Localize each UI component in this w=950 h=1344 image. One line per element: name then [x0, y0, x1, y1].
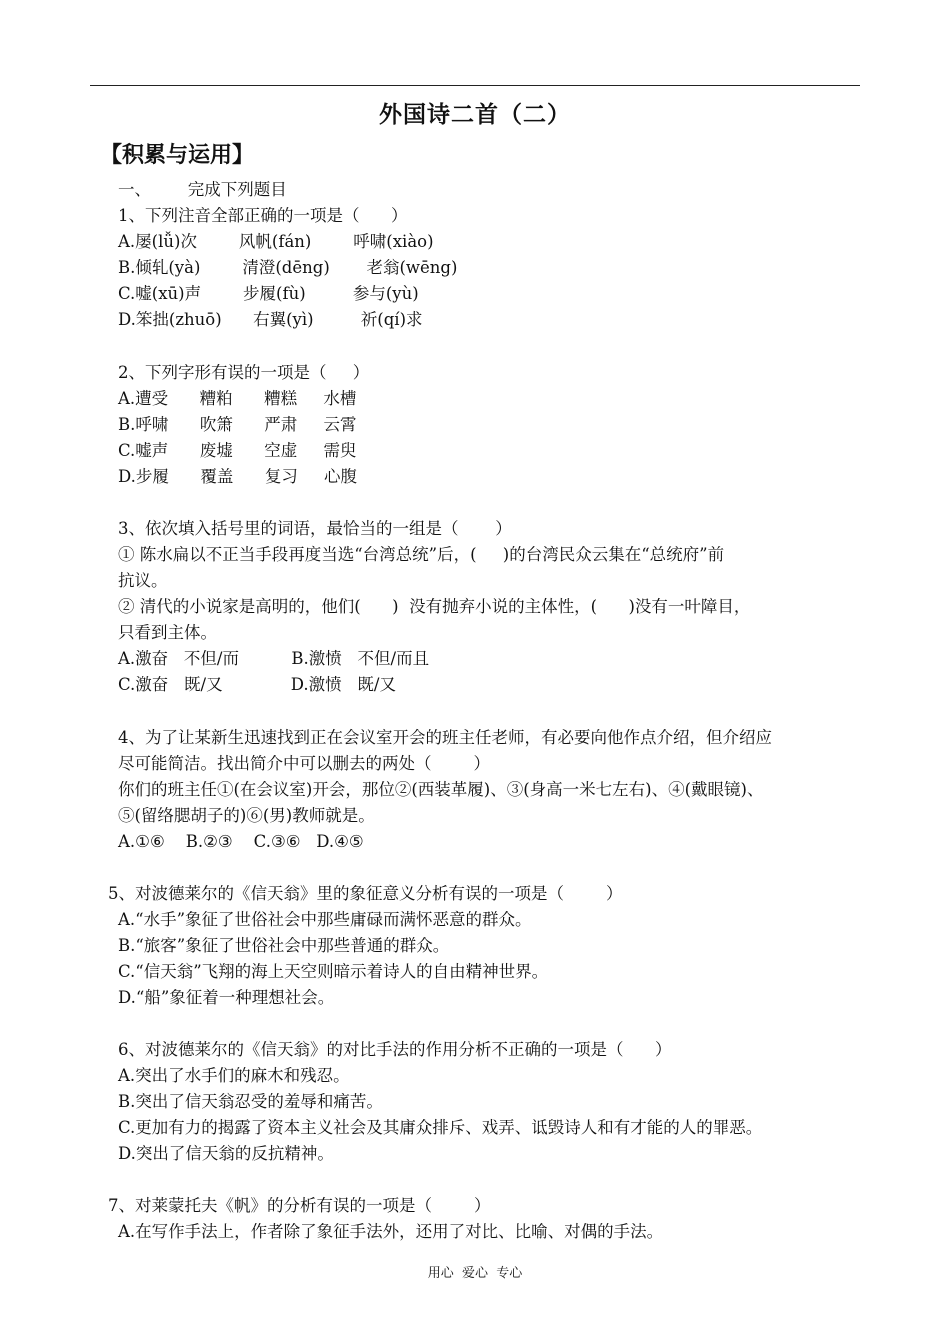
question-4-passage-cont: ⑤(留络腮胡子的)⑥(男)教师就是。	[118, 806, 375, 825]
question-5-option-b: B.“旅客”象征了世俗社会中那些普通的群众。	[118, 936, 450, 955]
question-3-sentence-2-cont: 只看到主体。	[118, 623, 217, 642]
question-3-sentence-1-cont: 抗议。	[118, 571, 168, 590]
header-rule	[90, 85, 860, 86]
question-3-stem: 3、依次填入括号里的词语，最恰当的一组是（ ）	[118, 519, 512, 538]
page-title: 外国诗二首（二）	[379, 102, 571, 128]
question-5-option-a: A.“水手”象征了世俗社会中那些庸碌而满怀恶意的群众。	[118, 910, 532, 929]
question-6-option-d: D.突出了信天翁的反抗精神。	[118, 1144, 334, 1163]
question-5-option-c: C.“信天翁”飞翔的海上天空则暗示着诗人的自由精神世界。	[118, 962, 549, 981]
question-4-stem: 4、为了让某新生迅速找到正在会议室开会的班主任老师，有必要向他作点介绍，但介绍应	[118, 728, 772, 747]
question-2-option-d: D.步履 覆盖 复习 心腹	[118, 467, 358, 486]
section-subheading: 一、 完成下列题目	[118, 180, 287, 199]
question-6-stem: 6、对波德莱尔的《信天翁》的对比手法的作用分析不正确的一项是（ ）	[118, 1040, 672, 1059]
question-2-option-a: A.遭受 糟粕 糟糕 水槽	[118, 389, 357, 408]
question-5-stem: 5、对波德莱尔的《信天翁》里的象征意义分析有误的一项是（ ）	[108, 884, 623, 903]
question-2-option-c: C.嘘声 废墟 空虚 需臾	[118, 441, 357, 460]
question-2-stem: 2、下列字形有误的一项是（ ）	[118, 363, 370, 382]
question-3-options-ab: A.激奋 不但/而 B.激愤 不但/而且	[118, 649, 430, 668]
question-1-option-b: B.倾轧(yà) 清澄(dēng) 老翁(wēng)	[118, 258, 458, 277]
question-1-stem: 1、下列注音全部正确的一项是（ ）	[118, 206, 408, 225]
question-6-option-c: C.更加有力的揭露了资本主义社会及其庸众排斥、戏弄、诋毁诗人和有才能的人的罪恶。	[118, 1118, 763, 1137]
question-6-option-a: A.突出了水手们的麻木和残忍。	[118, 1066, 350, 1085]
question-3-sentence-2: ② 清代的小说家是高明的，他们( ) 没有抛弃小说的主体性，( )没有一叶障目，	[118, 597, 751, 616]
question-3-options-cd: C.激奋 既/又 D.激愤 既/又	[118, 675, 396, 694]
question-3-sentence-1: ① 陈水扁以不正当手段再度当选“台湾总统”后，( )的台湾民众云集在“总统府”前	[118, 545, 725, 564]
question-6-option-b: B.突出了信天翁忍受的羞辱和痛苦。	[118, 1092, 383, 1111]
question-1-option-a: A.屡(lǚ)次 风帆(fán) 呼啸(xiào)	[118, 232, 434, 251]
question-2-option-b: B.呼啸 吹箫 严肃 云霄	[118, 415, 357, 434]
question-4-passage: 你们的班主任①(在会议室)开会，那位②(西装革履)、③(身高一米七左右)、④(戴眼镜)、	[118, 780, 764, 799]
question-1-option-d: D.笨拙(zhuō) 右翼(yì) 祈(qí)求	[118, 310, 423, 329]
question-7-stem: 7、对莱蒙托夫《帆》的分析有误的一项是（ ）	[108, 1196, 491, 1215]
page-footer: 用心 爱心 专心	[427, 1266, 523, 1281]
question-7-option-a: A.在写作手法上，作者除了象征手法外，还用了对比、比喻、对偶的手法。	[118, 1222, 664, 1241]
question-4-stem-cont: 尽可能简洁。找出简介中可以删去的两处（ ）	[118, 754, 490, 773]
section-heading: 【积累与运用】	[100, 143, 255, 168]
question-4-options: A.①⑥ B.②③ C.③⑥ D.④⑤	[118, 832, 364, 851]
question-1-option-c: C.嘘(xū)声 步履(fù) 参与(yù)	[118, 284, 419, 303]
question-5-option-d: D.“船”象征着一种理想社会。	[118, 988, 335, 1007]
